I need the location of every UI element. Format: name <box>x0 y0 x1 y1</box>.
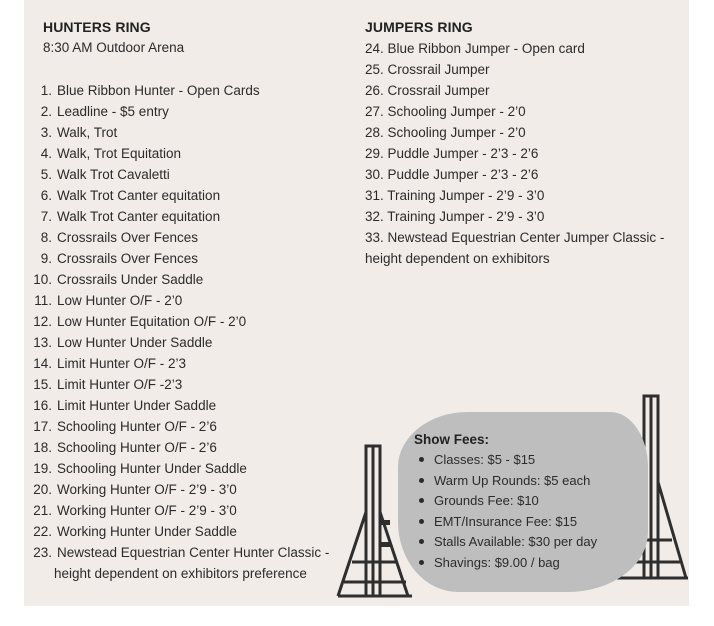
class-number: 9. <box>40 251 52 266</box>
hunter-class-item <box>12 206 329 227</box>
jumper-class-item <box>365 101 664 122</box>
bullet-icon <box>419 457 424 462</box>
bullet-icon <box>419 519 424 524</box>
class-name: Crossrails Over Fences <box>57 230 199 245</box>
class-name: 30. Puddle Jumper - 2’3 - 2’6 <box>365 167 539 182</box>
class-number: 20. <box>33 482 52 497</box>
hunter-class-item <box>12 437 329 458</box>
jumpers-ring-heading: JUMPERS RING <box>365 19 473 35</box>
fee-item <box>419 512 597 533</box>
class-name: 29. Puddle Jumper - 2’3 - 2’6 <box>365 146 539 161</box>
class-number: 7. <box>40 209 52 224</box>
class-number: 10. <box>33 272 52 287</box>
class-number: 16. <box>33 398 52 413</box>
class-name: Low Hunter Under Saddle <box>57 335 213 350</box>
show-fees-title: Show Fees: <box>414 432 490 447</box>
jumper-class-item <box>365 80 664 101</box>
bullet-icon <box>419 560 424 565</box>
class-name: Blue Ribbon Hunter - Open Cards <box>57 83 260 98</box>
jumper-class-item <box>365 143 664 164</box>
class-name: Working Hunter Under Saddle <box>57 524 237 539</box>
class-number: 1. <box>40 83 52 98</box>
class-number: 18. <box>33 440 52 455</box>
class-name: Limit Hunter O/F -2’3 <box>57 377 183 392</box>
class-number: 2. <box>40 104 52 119</box>
fee-text: EMT/Insurance Fee: $15 <box>434 513 578 529</box>
class-number: 22. <box>33 524 52 539</box>
class-name: Walk Trot Canter equitation <box>57 209 221 224</box>
class-name: Limit Hunter Under Saddle <box>57 398 217 413</box>
class-number: 15. <box>33 377 52 392</box>
class-number: 19. <box>33 461 52 476</box>
class-number: 14. <box>33 356 52 371</box>
class-name: 33. Newstead Equestrian Center Jumper Classic - <box>365 230 665 245</box>
show-schedule-card <box>24 0 689 606</box>
jumper-class-item <box>365 164 664 185</box>
class-name: 26. Crossrail Jumper <box>365 83 490 98</box>
hunters-class-list <box>12 80 329 584</box>
fee-item <box>419 532 597 553</box>
hunters-time-location: 8:30 AM Outdoor Arena <box>43 40 185 55</box>
hunter-class-item <box>12 122 329 143</box>
hunter-class-item <box>12 416 329 437</box>
hunter-class-item <box>12 311 329 332</box>
hunter-class-item <box>12 290 329 311</box>
class-name: Low Hunter Equitation O/F - 2’0 <box>57 314 247 329</box>
hunter-class-item <box>12 521 329 542</box>
class-name: 31. Training Jumper - 2’9 - 3’0 <box>365 188 545 203</box>
class-name: 28. Schooling Jumper - 2’0 <box>365 125 526 140</box>
class-number: 12. <box>33 314 52 329</box>
class-name: 24. Blue Ribbon Jumper - Open card <box>365 41 585 56</box>
hunter-class-item <box>12 269 329 290</box>
class-name: Walk Trot Canter equitation <box>57 188 221 203</box>
fee-item <box>419 491 597 512</box>
class-number: 4. <box>40 146 52 161</box>
fee-text: Stalls Available: $30 per day <box>434 534 598 549</box>
class-name: Schooling Hunter O/F - 2’6 <box>57 440 217 455</box>
hunter-class-item <box>12 227 329 248</box>
jumpers-class-list <box>365 38 664 269</box>
class-name: Crossrails Over Fences <box>57 251 199 266</box>
hunter-class-item <box>12 248 329 269</box>
jumper-class-item <box>365 122 664 143</box>
class-name: Schooling Hunter Under Saddle <box>57 461 247 476</box>
class-name: 27. Schooling Jumper - 2’0 <box>365 104 526 119</box>
hunter-class-item <box>12 80 329 101</box>
class-number: 23. <box>33 545 52 560</box>
class-name: Crossrails Under Saddle <box>57 272 204 287</box>
class-number: 3. <box>40 125 52 140</box>
class-name: 32. Training Jumper - 2’9 - 3’0 <box>365 209 545 224</box>
class-number: 11. <box>34 293 52 308</box>
fee-text: Grounds Fee: $10 <box>434 493 539 508</box>
fee-item <box>419 471 597 492</box>
class-number: 5. <box>40 167 52 182</box>
class-name: Leadline - $5 entry <box>57 104 169 119</box>
fee-text: Classes: $5 - $15 <box>434 452 536 467</box>
hunter-class-item <box>12 395 329 416</box>
class-name: Walk, Trot Equitation <box>57 146 182 161</box>
class-name: Walk Trot Cavaletti <box>57 167 170 182</box>
class-name: Working Hunter O/F - 2’9 - 3’0 <box>57 482 237 497</box>
class-number: 17. <box>33 419 52 434</box>
class-name: Low Hunter O/F - 2’0 <box>57 293 183 308</box>
hunter-class-item <box>12 542 329 584</box>
jumper-class-item <box>365 59 664 80</box>
bullet-icon <box>419 498 424 503</box>
bullet-icon <box>419 478 424 483</box>
jumper-class-item <box>365 227 664 269</box>
jumper-class-item <box>365 38 664 59</box>
hunter-class-item <box>12 143 329 164</box>
hunter-class-item <box>12 458 329 479</box>
class-name-continued: height dependent on exhibitors <box>365 251 550 266</box>
hunter-class-item <box>12 374 329 395</box>
hunter-class-item <box>12 164 329 185</box>
class-name: Newstead Equestrian Center Hunter Classic - <box>57 545 330 560</box>
class-name: Schooling Hunter O/F - 2’6 <box>57 419 217 434</box>
jumper-class-item <box>365 206 664 227</box>
show-fees-list <box>419 450 597 573</box>
bullet-icon <box>419 539 424 544</box>
fee-item <box>419 450 597 471</box>
fee-item <box>419 553 597 574</box>
fee-text: Shavings: $9.00 / bag <box>434 554 560 570</box>
class-number: 8. <box>40 230 52 245</box>
jumper-class-item <box>365 185 664 206</box>
hunter-class-item <box>12 185 329 206</box>
hunter-class-item <box>12 353 329 374</box>
class-number: 13. <box>33 335 52 350</box>
class-number: 21. <box>33 503 52 518</box>
hunter-class-item <box>12 479 329 500</box>
hunters-ring-heading: HUNTERS RING <box>43 19 151 35</box>
class-name: Walk, Trot <box>57 125 118 140</box>
class-name: 25. Crossrail Jumper <box>365 62 490 77</box>
fee-text: Warm Up Rounds: $5 each <box>434 472 591 488</box>
class-name: Working Hunter O/F - 2’9 - 3’0 <box>57 503 237 518</box>
hunter-class-item <box>12 101 329 122</box>
class-name: Limit Hunter O/F - 2’3 <box>57 356 187 371</box>
class-number: 6. <box>40 188 52 203</box>
hunter-class-item <box>12 332 329 353</box>
class-name-continued: height dependent on exhibitors preference <box>54 566 307 581</box>
hunter-class-item <box>12 500 329 521</box>
